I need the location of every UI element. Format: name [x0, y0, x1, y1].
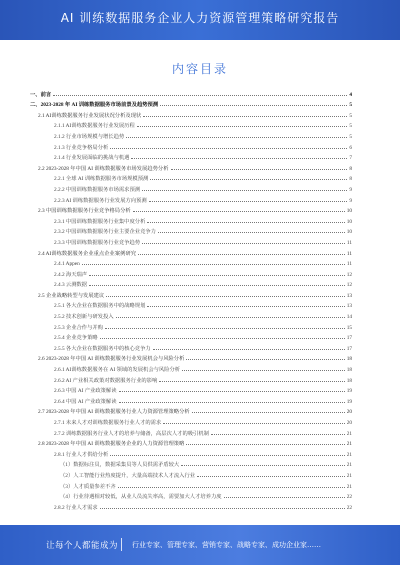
toc-leader-dots	[100, 508, 345, 509]
toc-entry-page: 18	[346, 377, 352, 384]
toc-entry-page: 21	[346, 430, 352, 437]
toc-leader-dots	[105, 328, 345, 329]
toc-entry-page: 21	[346, 451, 352, 458]
toc-entry-page: 21	[346, 472, 352, 479]
toc-leader-dots	[186, 444, 344, 445]
toc-leader-dots	[142, 243, 345, 244]
toc-entry[interactable]	[30, 140, 352, 151]
toc-entry-page: 5	[349, 133, 352, 140]
toc-entry-title: 2.5.2 技术创新与研发投入	[54, 314, 114, 321]
toc-entry[interactable]	[30, 384, 352, 395]
toc-entry[interactable]	[30, 405, 352, 416]
toc-leader-dots	[211, 434, 345, 435]
toc-entry-title: 2.5.1 各大企业在数据服务中的战略规划	[54, 303, 146, 310]
toc-entry-title: 2.2.1 全球 AI 训练数据服务市场规模预测	[54, 176, 149, 183]
toc-entry-page: 5	[349, 112, 352, 119]
toc-entry-page: 10	[346, 229, 352, 236]
toc-entry-page: 12	[346, 282, 352, 289]
toc-entry[interactable]	[30, 172, 352, 183]
toc-leader-dots	[110, 455, 344, 456]
toc-entry[interactable]	[30, 235, 352, 246]
toc-entry-title: （1）数据标注员，数据采集员等人员供需矛盾较大	[60, 462, 180, 469]
toc-entry[interactable]	[30, 278, 352, 289]
toc-entry[interactable]	[30, 193, 352, 204]
toc-leader-dots	[138, 254, 345, 255]
toc-entry[interactable]	[30, 447, 352, 458]
toc-leader-dots	[118, 487, 345, 488]
toc-entry-title: 2.1.3 行业竞争格局分析	[54, 144, 109, 151]
toc-entry-title: 2.7.1 未来人才对训练数据服务行业人才的需求	[54, 420, 162, 426]
toc-leader-dots	[197, 476, 345, 477]
toc-entry-page: 13	[346, 292, 352, 299]
toc-leader-dots	[147, 306, 344, 307]
toc-leader-dots	[116, 317, 345, 318]
toc-leader-dots	[142, 190, 347, 191]
toc-entry-title: 2.8.2 行业人才需求	[54, 504, 98, 511]
toc-entry-title: 二、2023-2028 年 AI 训练数据服务市场前景及趋势预测	[30, 102, 159, 109]
toc-entry[interactable]	[30, 299, 352, 310]
toc-entry[interactable]	[30, 415, 352, 426]
toc-entry-page: 9	[349, 197, 352, 204]
toc-entry[interactable]	[30, 214, 352, 225]
report-title: AI 训练数据服务企业人力资源管理策略研究报告	[60, 11, 340, 25]
toc-entry-title: 2.4.1 Appen	[54, 261, 80, 268]
toc-entry-page: 19	[346, 388, 352, 395]
toc-entry-title: 2.5 企业战略转型与发展建议	[38, 292, 105, 299]
toc-entry[interactable]	[30, 500, 352, 511]
toc-entry-title: 2.7.2 训练数据服务行业人才的培养与储备，高层次人才的吸引机制	[54, 430, 209, 437]
toc-entry[interactable]	[30, 108, 352, 119]
toc-entry-page: 5	[349, 102, 352, 109]
toc-entry[interactable]	[30, 119, 352, 130]
toc-entry-title: 2.5.5 各大企业在数据服务中的核心竞争力	[54, 345, 151, 352]
toc-entry[interactable]	[30, 352, 352, 363]
toc-entry-title: 2.3 中国训练数据服务行业竞争格局分析	[38, 208, 131, 215]
toc-entry[interactable]	[30, 458, 352, 469]
toc-leader-dots	[110, 148, 347, 149]
toc-leader-dots	[163, 423, 344, 424]
footer-divider	[121, 538, 122, 551]
toc-entry[interactable]	[30, 87, 352, 98]
toc-entry-page: 11	[346, 239, 352, 246]
toc-entry-page: 8	[349, 176, 352, 183]
toc-entry[interactable]	[30, 394, 352, 405]
toc-entry-title: 2.3.1 中国训练数据服务行业集中度分析	[54, 218, 146, 225]
toc-entry-title: 2.2.2 中国训练数据服务市场需求预测	[54, 186, 141, 193]
toc-entry-title: 2.1 AI训练数据服务行业发展状况分析及现状	[38, 112, 142, 119]
toc-entry-page: 22	[346, 504, 352, 511]
toc-entry[interactable]	[30, 98, 352, 109]
toc-leader-dots	[143, 116, 347, 117]
toc-entry[interactable]	[30, 479, 352, 490]
toc-entry-title: 2.1.4 行业发展面临的挑战与机遇	[54, 155, 130, 162]
toc-leader-dots	[89, 285, 345, 286]
toc-entry[interactable]	[30, 373, 352, 384]
toc-entry-title: 2.5.3 企业合作与并购	[54, 324, 103, 331]
toc-entry-title: 2.6 2023-2028 年中国 AI 训练数据服务行业发展机会与风险分析	[38, 356, 185, 363]
toc-entry-title: 2.5.4 企业竞争策略	[54, 335, 98, 342]
toc-entry-title: 2.6.1 AI训练数据服务在 AI 领域的发展机会与风险分析	[54, 367, 181, 374]
toc-leader-dots	[53, 95, 347, 96]
toc-entry-title: （3）人才质量参差不齐	[60, 483, 116, 490]
toc-entry-page: 18	[346, 356, 352, 363]
toc-entry-page: 17	[346, 335, 352, 342]
toc-leader-dots	[150, 179, 347, 180]
toc-entry[interactable]	[30, 257, 352, 268]
toc-entry-page: 20	[346, 409, 352, 416]
toc-entry-page: 14	[346, 314, 352, 321]
toc-entry[interactable]	[30, 151, 352, 162]
toc-entry-title: 2.6.2 AI 产业相关政策对数据服务行业的影响	[54, 377, 158, 384]
toc-entry[interactable]	[30, 341, 352, 352]
toc-entry-page: 11	[346, 261, 352, 268]
table-of-contents	[30, 87, 352, 511]
toc-entry-page: 11	[346, 250, 352, 257]
toc-leader-dots	[126, 137, 347, 138]
toc-leader-dots	[89, 275, 345, 276]
toc-entry-page: 20	[346, 420, 352, 426]
toc-entry-page: 21	[346, 483, 352, 490]
toc-entry-page: 12	[346, 271, 352, 278]
toc-entry-page: 18	[346, 367, 352, 374]
toc-leader-dots	[149, 201, 348, 202]
toc-leader-dots	[181, 465, 345, 466]
footer-band	[0, 525, 400, 565]
toc-entry-title: 2.4.3 云测数据	[54, 282, 88, 289]
toc-leader-dots	[147, 222, 344, 223]
toc-entry[interactable]	[30, 362, 352, 373]
toc-entry-page: 19	[346, 398, 352, 405]
toc-entry[interactable]	[30, 468, 352, 479]
toc-entry[interactable]	[30, 426, 352, 437]
toc-entry[interactable]	[30, 161, 352, 172]
toc-leader-dots	[186, 359, 344, 360]
toc-entry-title: 2.8.1 行业人才供给分析	[54, 451, 109, 458]
toc-leader-dots	[171, 169, 348, 170]
toc-entry-title: 2.1.2 行业市场规模与增长趋势	[54, 133, 125, 140]
toc-entry-title: 一、前言	[30, 91, 52, 98]
toc-entry-title: （2）人工智能行业热度提升，大量高端技术人才流入行业	[60, 472, 196, 479]
toc-leader-dots	[119, 391, 345, 392]
toc-entry-page: 8	[349, 165, 352, 172]
toc-leader-dots	[106, 296, 344, 297]
toc-leader-dots	[153, 349, 345, 350]
toc-entry[interactable]	[30, 309, 352, 320]
toc-leader-dots	[137, 126, 348, 127]
toc-leader-dots	[133, 211, 345, 212]
toc-leader-dots	[119, 402, 345, 403]
toc-entry-title: 2.2 2023-2028 年中国 AI 训练数据服务市场发展趋势分析	[38, 165, 169, 172]
toc-entry[interactable]	[30, 267, 352, 278]
toc-leader-dots	[159, 381, 344, 382]
toc-entry[interactable]	[30, 320, 352, 331]
toc-leader-dots	[100, 338, 345, 339]
toc-entry-page: 17	[346, 345, 352, 352]
toc-leader-dots	[192, 412, 345, 413]
toc-entry-title: 2.7 2023-2028 年中国 AI 训练数据服务行业人力资源管理策略分析	[38, 409, 190, 416]
toc-entry-page: 21	[346, 441, 352, 448]
toc-entry-title: 2.8 2023-2028 年中国 AI 训练数据服务企业的人力资源管理策略	[38, 441, 185, 448]
toc-entry-title: 2.6.3 中国 AI 产业政策解读	[54, 388, 117, 395]
toc-entry-title: 2.2.3 AI 训练数据服务行业发展方向预测	[54, 197, 147, 204]
toc-entry-page: 9	[349, 186, 352, 193]
toc-entry-title: 2.3.3 中国训练数据服务行业竞争趋势	[54, 239, 141, 246]
toc-leader-dots	[158, 232, 345, 233]
toc-entry-page: 21	[346, 462, 352, 469]
toc-leader-dots	[160, 105, 347, 106]
toc-entry-title: 2.6.4 中国 AI 产业政策解读	[54, 398, 117, 405]
toc-leader-dots	[224, 497, 345, 498]
toc-entry[interactable]	[30, 490, 352, 501]
toc-entry-title: （4）行业待遇相对较低，从业人员流失率高，需要加大人才培养力度	[60, 494, 222, 501]
toc-entry-title: 2.4.2 海天瑞声	[54, 271, 88, 278]
toc-entry[interactable]	[30, 182, 352, 193]
toc-entry[interactable]	[30, 129, 352, 140]
toc-entry[interactable]	[30, 225, 352, 236]
toc-heading: 内容目录	[171, 62, 228, 76]
toc-entry[interactable]	[30, 288, 352, 299]
toc-entry-page: 4	[349, 91, 352, 98]
toc-entry-page: 15	[346, 324, 352, 331]
toc-entry-page: 7	[349, 155, 352, 162]
footer-slogan: 让每个人都能成为	[46, 541, 119, 551]
toc-entry-title: 2.1.1 AI训练数据服务行业发展历程	[54, 123, 135, 130]
toc-entry-title: 2.3.2 中国训练数据服务行业主要企业竞争力	[54, 229, 156, 236]
toc-entry[interactable]	[30, 331, 352, 342]
toc-entry-page: 22	[346, 494, 352, 501]
toc-entry-page: 5	[349, 123, 352, 130]
toc-entry-page: 6	[349, 144, 352, 151]
toc-leader-dots	[82, 264, 345, 265]
toc-leader-dots	[131, 158, 347, 159]
toc-entry[interactable]	[30, 246, 352, 257]
toc-entry[interactable]	[30, 437, 352, 448]
toc-entry[interactable]	[30, 204, 352, 215]
toc-entry-page: 10	[346, 218, 352, 225]
toc-leader-dots	[182, 370, 345, 371]
toc-entry-title: 2.4 AI训练数据服务企业重点企业案例研究	[38, 250, 136, 257]
header-band	[0, 0, 400, 40]
toc-entry-page: 13	[346, 303, 352, 310]
footer-tagline: 行业专家、管理专家、营销专家、战略专家、成功企业家……	[132, 541, 321, 549]
toc-entry-page: 10	[346, 208, 352, 215]
